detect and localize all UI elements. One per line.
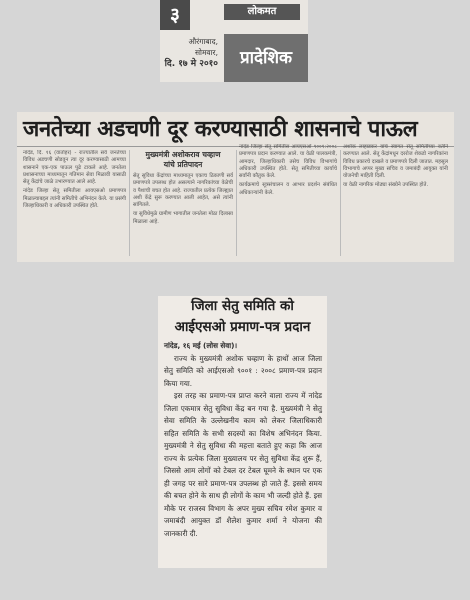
masthead-clipping [160,0,308,82]
column-divider [236,150,237,256]
hindi-headline [158,296,327,338]
column-paragraph: नांदेड, दि. १६ (वार्ताहर) - राज्यातील सर्व जनतेच्या विविध अडचणी सोडवून त्या दूर करण्यासाठी आमच्या शासनाने एक-एक पाऊल पुढे टाकले आहे. जनतेला प्रशासनाच्या माध्यमातून गतिमान सेवा मिळावी यासाठी सेतू केंद्रांचे जाळे उभारण्यात आले आहे. [23,150,126,186]
hindi-headline-line: आईएसओ प्रमाण-पत्र प्रदान [174,319,311,335]
hindi-article-body [164,340,322,540]
marathi-article-clipping [17,112,454,262]
page-number: ३ [160,0,190,30]
masthead-meta [160,36,218,70]
masthead-weekday: सोमवार, [194,48,218,57]
column-paragraph: अशोक लाहाडकर यांचे स्वागत सेतू समितीच्या वतीने करण्यात आले. सेतू केंद्रांमधून दररोज शेकडो नागरिकांना विविध प्रकारचे दाखले व प्रमाणपत्रे दिली जातात. महसूल विभागाचे अप्पर मुख्य सचिव व जमाबंदी आयुक्त यांनी योजनेची माहिती दिली. [343,144,448,180]
column-divider [129,150,130,256]
column-paragraph: नांदेड जिल्हा सेतू समितीस आयएसओ ९००१:२००८ प्रमाणपत्र प्रदान करण्यात आले. या वेळी पालकमंत्री, आमदार, जिल्हाधिकारी तसेच विविध विभागांचे अधिकारी उपस्थित होते. सेतू समितीच्या कार्याचे सर्वांनी कौतुक केले. [239,144,337,180]
column-paragraph: या वेळी नागरिक मोठ्या संख्येने उपस्थित होते. [343,182,429,189]
marathi-headline: जनतेच्या अडचणी दूर करण्यासाठी शासनाचे पाऊल [23,116,418,142]
article-column-4 [343,144,448,258]
hindi-headline-line: जिला सेतु समिति को [191,298,294,314]
dateline: नांदेड, १६ मई (लोस सेवा)। [164,341,238,350]
article-paragraph: राज्य के मुख्यमंत्री अशोक चव्हाण के हाथों आज जिला सेतु समिति को आईएसओ ९००१ : २००८ प्रमाण-पत्र प्रदान किया गया. [164,353,322,388]
column-divider [340,150,341,256]
article-column-1 [23,150,126,258]
column-paragraph: सेतू सुविधा केंद्रांच्या माध्यमातून एकाच ठिकाणी सर्व प्रमाणपत्रे उपलब्ध होत असल्याने नागरिकांच्या वेळेची व पैशाची बचत होत आहे. राज्यातील प्रत्येक जिल्ह्यात अशी केंद्रे सुरू करण्यात आली आहेत, असे त्यांनी सांगितले. [133,173,233,209]
section-title: प्रादेशिक [224,34,308,82]
column-paragraph: नांदेड जिल्हा सेतू समितीला आयएसओ प्रमाणपत्र मिळाल्याबद्दल त्यांनी समितीचे अभिनंदन केले. या प्रसंगी जिल्हाधिकारी व अधिकारी उपस्थित होते. [23,188,126,210]
article-paragraph: इस तरह का प्रमाण-पत्र प्राप्त करने वाला राज्य में नांदेड जिला एकमात्र सेतु सुविधा केंद्र बन गया है. मुख्यमंत्री ने सेतु सेवा समिति के उल्लेखनीय काम को लेकर जिलाधिकारी सहित समिति के सभी सदस्यों का विशेष अभिनंदन किया. मुख्यमंत्री ने सेतु सुविधा की महत्ता बताते हुए कहा कि आज राज्य के प्रत्येक जिला मुख्यालय पर सेतु सुविधा केंद्र शुरू हैं, जिससे आम लोगों को टेबल दर टेबल घूमने के स्थान पर एक ही जगह पर सारे प्रमाण-पत्र उपलब्ध हो जाते हैं. इससे समय की बचत होने के साथ ही लोगों के काम भी जल्दी होते हैं. इस मौके पर राजस्व विभाग के अपर मुख्य सचिव रमेश कुमार व जमाबंदी आयुक्त डॉ शैलेश कुमार शर्मा ने योजना की जानकारी दी. [164,391,322,538]
newspaper-name: लोकमत [224,4,300,20]
subhead-line: यांचे प्रतिपादन [163,160,203,169]
column-paragraph: कार्यक्रमाचे सूत्रसंचालन व आभार प्रदर्शन संबंधित अधिकाऱ्यांनी केले. [239,182,337,196]
article-column-3 [239,144,337,258]
masthead-date: दि. १७ मे २०१० [164,59,218,69]
article-column-2 [133,150,233,258]
subhead-line: मुख्यमंत्री अशोकराव चव्हाण [145,150,221,159]
hindi-article-clipping [158,296,327,568]
column-paragraph: या सुविधेमुळे ग्रामीण भागातील जनतेला मोठा दिलासा मिळाला आहे. [133,211,233,225]
masthead-city: औरंगाबाद, [188,37,218,46]
subhead [133,150,233,170]
